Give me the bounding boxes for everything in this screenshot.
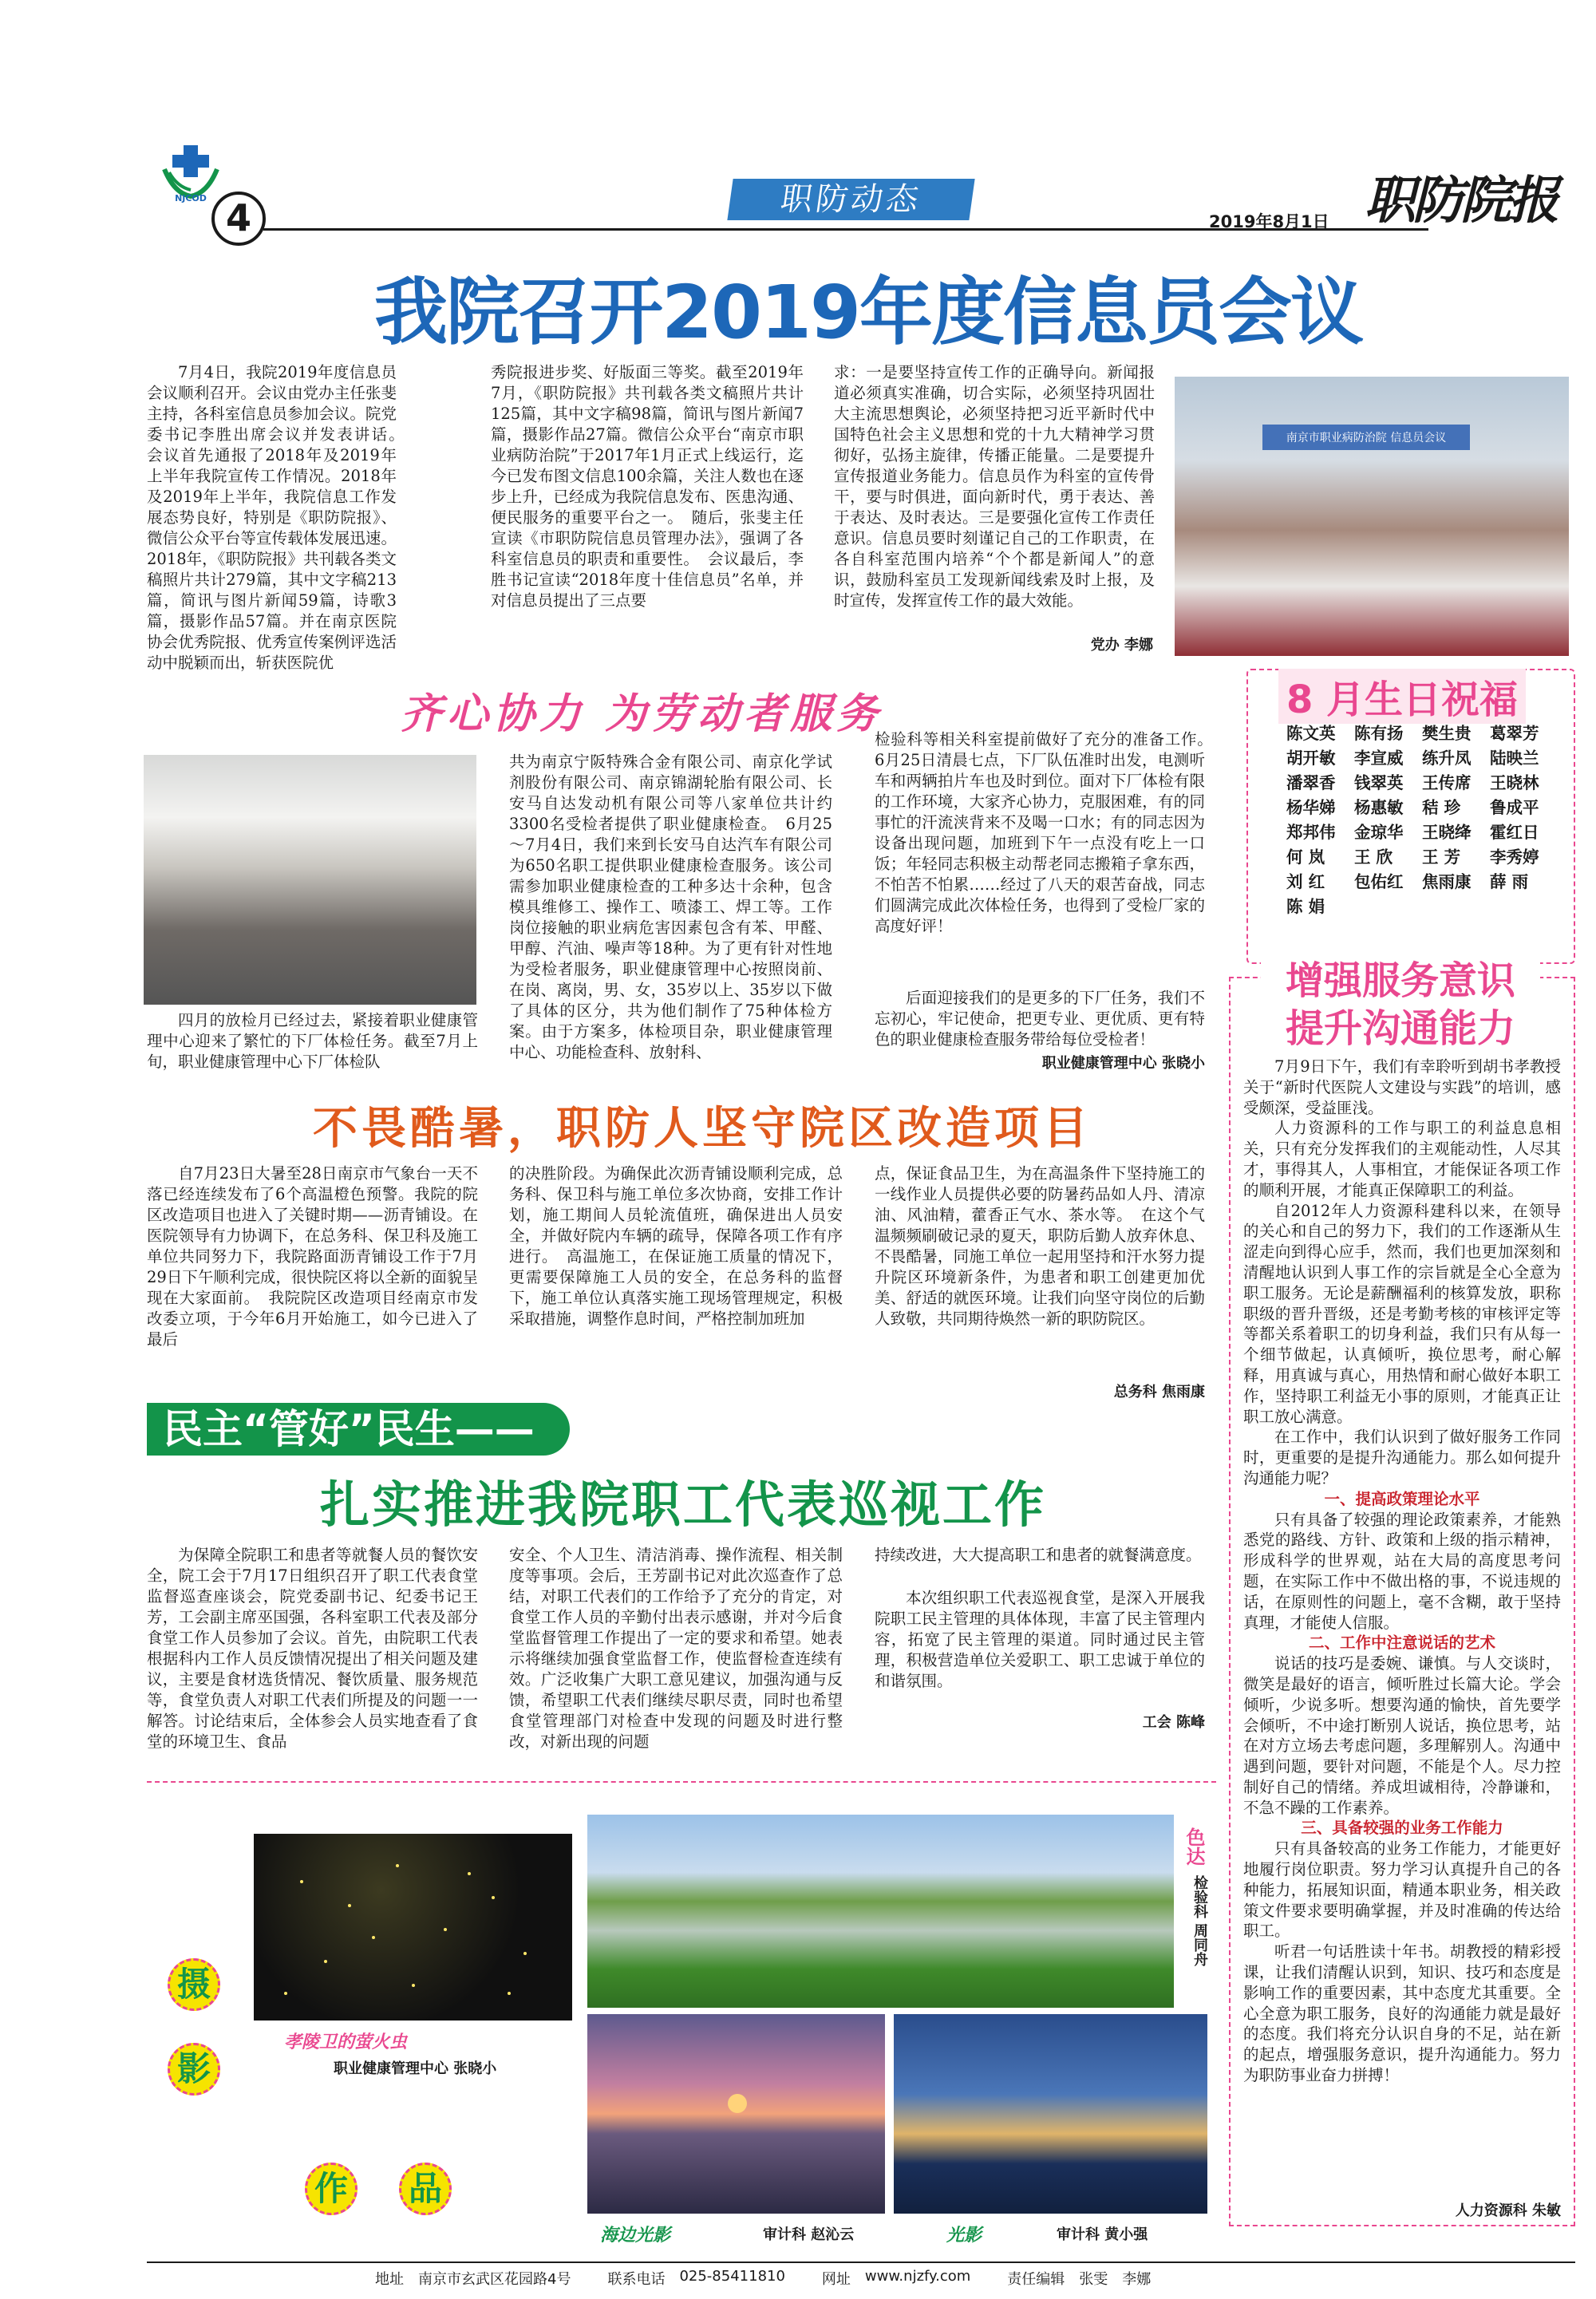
article3-title: 不畏酷暑，职防人坚守院区改造项目 bbox=[313, 1102, 1092, 1155]
birthday-name: 焦雨康 bbox=[1422, 872, 1472, 891]
footer-phone-label: 联系电话 bbox=[607, 2271, 666, 2288]
article5-p6: 说话的技巧是委婉、谦慎。与人交谈时，微笑是最好的语言，倾听胜过长篇大论。学会倾听，少说多听。想要沟通的愉快，首先要学会倾听，不中途打断别人说话，换位思考，站在对方立场去考虑问题，多理解别人。沟通中遇到问题，要针对问题，不能是个人。尽力控制好自己的情绪。养成坦诚相待，冷静谦和，不急不躁的工作素养。 bbox=[1243, 1654, 1561, 1817]
birthday-name: 胡开敏 bbox=[1286, 749, 1336, 768]
article2-col3b: 后面迎接我们的是更多的下厂任务，我们不忘初心，牢记使命，把更专业、更优质、更有特色的职业健康检查服务带给每位受检者！ bbox=[875, 989, 1205, 1049]
article5-p4: 在工作中，我们认识到了做好服务工作同时，更重要的是提升沟通能力。那么如何提升沟通能力呢？ bbox=[1243, 1428, 1561, 1487]
sea-author: 审计科 赵沁云 bbox=[763, 2226, 855, 2243]
footer-phone: 025-85411810 bbox=[679, 2268, 785, 2285]
article5-title-2: 提升沟通能力 bbox=[1285, 1006, 1515, 1051]
sea-caption: 海边光影 bbox=[600, 2225, 671, 2246]
birthday-name: 包佑红 bbox=[1354, 872, 1404, 891]
birthday-name: 潘翠香 bbox=[1286, 773, 1336, 792]
footer-address: 南京市玄武区花园路4号 bbox=[418, 2271, 571, 2288]
birthday-name: 刘 红 bbox=[1286, 872, 1325, 891]
article5-h3: 三、具备较强的业务工作能力 bbox=[1301, 1819, 1503, 1838]
grassland-title: 色达 bbox=[1183, 1827, 1206, 1866]
birthday-name: 陈文英 bbox=[1286, 724, 1336, 743]
photo-side-char-1: 摄 bbox=[168, 1958, 220, 2011]
firefly-dots bbox=[254, 1834, 572, 2021]
grassland-photo bbox=[587, 1815, 1174, 2008]
article4-byline: 工会 陈峰 bbox=[1142, 1714, 1205, 1731]
footer-editor-label: 责任编辑 bbox=[1007, 2271, 1065, 2288]
pagoda-photo bbox=[894, 2014, 1207, 2214]
footer bbox=[375, 2268, 1572, 2289]
article1-col3: 求：一是要坚持宣传工作的正确导向。新闻报道必须真实准确，切合实际，必须坚持巩固壮大主流思想舆论，必须坚持把习近平新时代中国特色社会主义思想和党的十九大精神学习贯彻好，弘扬主旋律，传播正能量。二是要提升宣传报道业务能力。信息员作为科室的宣传骨干，要与时俱进，面向新时代，勇于表达、善于表达、及时表达。三是要强化宣传工作责任意识。信息员要时刻谨记自己的工作职责，在各自科室范围内培养“个个都是新闻人”的意识，鼓励科室员工发现新闻线索及时上报，及时宣传，发挥宣传工作的最大效能。 bbox=[834, 363, 1155, 610]
birthday-name: 葛翠芳 bbox=[1490, 724, 1539, 743]
birthday-name: 樊生贵 bbox=[1422, 724, 1472, 743]
photo-banner-text: 南京市职业病防治院 信息员会议 bbox=[1262, 425, 1470, 450]
birthday-name: 陈有扬 bbox=[1354, 724, 1404, 743]
article4-col1: 为保障全院职工和患者等就餐人员的餐饮安全，院工会于7月17日组织召开了职工代表食堂监督巡查座谈会，院党委副书记、纪委书记王芳，工会副主席巫国强，各科室职工代表及部分食堂工作人员参加了会议。首先，由院职工代表根据科内工作人员反馈情况提出了相关问题及建议，主要是食材选货情况、餐饮质量、服务规范等，食堂负责人对职工代表们所提及的问题一一解答。讨论结束后，全体参会人员实地查看了食堂的环境卫生、食品 bbox=[147, 1546, 478, 1751]
birthday-name: 郑邦伟 bbox=[1286, 823, 1336, 842]
article2-col2: 共为南京宁阪特殊合金有限公司、南京化学试剂股份有限公司、南京锦湖轮胎有限公司、长安马自达发动机有限公司等八家单位共计约3300名受检者提供了职业健康检查。 6月25～7月4日，我们来到长安马自达汽车有限公司为650名职工提供职业健康检查服务。该公司需参加职业健康检查的工种多达十余种，包含模具维修工、操作工、喷漆工、焊工等。工作岗位接触的职业病危害因素包含有苯、甲醛、甲醇、汽油、噪声等18种。为了更有针对性地为受检者服务，职业健康管理中心按照岗前、在岗、离岗，男、女，35岁以上、35岁以下做了具体的区分，共为他们制作了75种体检方案。由于方案多，体检项目杂，职业健康管理中心、功能检查科、放射科、 bbox=[509, 753, 832, 1061]
article2-title: 齐心协力 为劳动者服务 bbox=[401, 689, 883, 738]
article3-col2: 的决胜阶段。为确保此次沥青铺设顺利完成，总务科、保卫科与施工单位多次协商，安排工作计划，施工期间人员轮流值班，确保进出人员安全，并做好院内车辆的疏导，保障各项工作有序进行。 高温施工，在保证施工质量的情况下，更需要保障施工人员的安全，在总务科的监督下，施工单位认真落实施工现场管理规定，积极采取措施，调整作息时间，严格控制加班加 bbox=[509, 1164, 843, 1328]
article4-col2: 安全、个人卫生、清洁消毒、操作流程、相关制度等事项。会后，王芳副书记对此次巡查作了总结，对职工代表们的工作给予了充分的肯定，对食堂工作人员的辛勤付出表示感谢，并对今后食堂监督管理工作提出了一定的要求和希望。她表示将继续加强食堂监督工作，使监督检查连续有效。广泛收集广大职工意见建议，加强沟通与反馈，希望职工代表们继续尽职尽责，同时也希望食堂管理部门对检查中发现的问题及时进行整改，对新出现的问题 bbox=[509, 1546, 843, 1751]
meeting-photo bbox=[1175, 377, 1569, 656]
article4-title: 扎实推进我院职工代表巡视工作 bbox=[319, 1475, 1046, 1534]
birthday-name: 王 欣 bbox=[1354, 847, 1393, 867]
footer-editors: 张雯 李娜 bbox=[1079, 2271, 1152, 2288]
checkup-photo bbox=[144, 755, 476, 1005]
birthday-name: 金琼华 bbox=[1354, 823, 1404, 842]
article1-col2: 秀院报进步奖、好版面三等奖。截至2019年7月，《职防院报》共刊载各类文稿照片共计125篇，其中文字稿98篇，简讯与图片新闻7篇，摄影作品27篇。微信公众平台“南京市职业病防治院”于2017年1月正式上线运行，迄今已发布图文信息100余篇，关注人数也在逐步上升，已经成为我院信息发布、医患沟通、便民服务的重要平台之一。 随后，张斐主任宣读《市职防院信息员管理办法》，强调了各科室信息员的职责和重要性。 会议最后，李胜书记宣读“2018年度十佳信息员”名单，并对信息员提出了三点要 bbox=[491, 363, 804, 610]
sun bbox=[728, 2094, 747, 2113]
birthday-title: 8 月生日祝福 bbox=[1278, 669, 1526, 724]
article1-byline: 党办 李娜 bbox=[1090, 637, 1153, 654]
birthday-name: 李宣威 bbox=[1354, 749, 1404, 768]
photo-side-char-4: 品 bbox=[399, 2163, 452, 2215]
hospital-logo bbox=[158, 145, 223, 203]
birthday-name: 陈 娟 bbox=[1286, 897, 1325, 916]
paper-name: 职防院报 bbox=[1365, 171, 1556, 231]
birthday-name: 王 芳 bbox=[1422, 847, 1461, 867]
footer-address-label: 地址 bbox=[375, 2271, 404, 2288]
footer-web-label: 网址 bbox=[821, 2271, 851, 2288]
birthday-name: 秸 珍 bbox=[1422, 798, 1461, 817]
article1-col1: 7月4日，我院2019年度信息员会议顺利召开。会议由党办主任张斐主持，各科室信息员参加会议。院党委书记李胜出席会议并发表讲话。 会议首先通报了2018年及2019年上半年我院宣传工作情况。2018年及2019年上半年，我院信息工作发展态势良好，特别是《职防院报》、微信公众平台等宣传载体发展迅速。2018年，《职防院报》共刊载各类文稿照片共计279篇，其中文字稿213篇，简讯与图片新闻59篇，诗歌3篇，摄影作品57篇。并在南京医院协会优秀院报、优秀宣传案例评选活动中脱颖而出，斩获医院优 bbox=[147, 363, 413, 672]
birthday-name: 杨惠敏 bbox=[1354, 798, 1404, 817]
section-tag: 职防动态 bbox=[727, 179, 974, 220]
sea-photo bbox=[587, 2014, 885, 2214]
birthday-name: 王晓林 bbox=[1490, 773, 1539, 792]
article4-col3b: 本次组织职工代表巡视食堂，是深入开展我院职工民主管理的具体体现，丰富了民主管理内容，拓宽了民主管理的渠道。同时通过民主管理，积极营造单位关爱职工、职工忠诚于单位的和谐氛围。 bbox=[875, 1589, 1205, 1690]
birthday-name: 霍红日 bbox=[1490, 823, 1539, 842]
birthday-name: 练升凤 bbox=[1422, 749, 1472, 768]
article5-p8: 听君一句话胜读十年书。胡教授的精彩授课，让我们清醒认识到，知识、技巧和态度是影响工作的重要因素，其中态度尤其重要。全心全意为职工服务，良好的沟通能力就是最好的态度。我们将充分认识自身的不足，站在新的起点，增强服务意识，提升沟通能力。努力为职防事业奋力拼搏！ bbox=[1243, 1942, 1561, 2085]
birthday-name: 薛 雨 bbox=[1490, 872, 1529, 891]
birthday-names bbox=[1286, 721, 1558, 919]
logo-text: NJCOD bbox=[175, 193, 207, 203]
article5-h1: 一、提高政策理论水平 bbox=[1324, 1489, 1480, 1508]
firefly-photo bbox=[254, 1834, 572, 2021]
article5-p5: 只有具备了较强的理论政策素养，才能熟悉党的路线、方针、政策和上级的指示精神，形成科学的世界观，站在大局的高度思考问题，在实际工作中不做出格的事，不说违规的话，在原则性的问题上，毫不含糊，敢于坚持真理，才能使人信服。 bbox=[1243, 1510, 1561, 1632]
article3-byline: 总务科 焦雨康 bbox=[1113, 1384, 1205, 1400]
article5-p2: 人力资源科的工作与职工的利益息息相关，只有充分发挥我们的主观能动性，人尽其才，事得其人，人事相宜，才能保证各项工作的顺利开展，才能真正保障职工的利益。 bbox=[1243, 1119, 1561, 1199]
article3-col1: 自7月23日大暑至28日南京市气象台一天不落已经连续发布了6个高温橙色预警。我院的院区改造项目也进入了关键时期——沥青铺设。在医院领导有力协调下，在总务科、保卫科及施工单位共同努力下，我院路面沥青铺设工作于7月29日下午顺利完成，很快院区将以全新的面貌呈现在大家面前。 我院院区改造项目经南京市发改委立项，于今年6月开始施工，如今已进入了最后 bbox=[147, 1164, 478, 1349]
article5-p7: 只有具备较高的业务工作能力，才能更好地履行岗位职责。努力学习认真提升自己的各种能力，拓展知识面，精通本职业务，相关政策文件要求要明确掌握，并及时准确的传达给职工。 bbox=[1243, 1839, 1561, 1941]
birthday-name: 杨华娣 bbox=[1286, 798, 1336, 817]
article2-col1: 四月的放检月已经过去，紧接着职业健康管理中心迎来了繁忙的下厂体检任务。截至7月上旬，职业健康管理中心下厂体检队 bbox=[147, 1011, 478, 1071]
pagoda-caption: 光影 bbox=[946, 2225, 982, 2246]
article3-col3: 点，保证食品卫生，为在高温条件下坚持施工的一线作业人员提供必要的防暑药品如人丹、清凉油、风油精，藿香正气水、茶水等。 在这个气温频频刷破记录的夏天，职防后勤人放弃休息、不畏酷暑，同施工单位一起用坚持和汗水努力提升院区环境新条件，为患者和职工创建更加优美、舒适的就医环境。让我们向坚守岗位的后勤人致敬，共同期待焕然一新的职防院区。 bbox=[875, 1164, 1205, 1328]
firefly-caption: 孝陵卫的萤火虫 bbox=[284, 2032, 408, 2052]
article2-byline: 职业健康管理中心 张晓小 bbox=[1041, 1055, 1205, 1072]
issue-date: 2019年8月1日 bbox=[1209, 212, 1329, 231]
article5-p3: 自2012年人力资源科建科以来，在领导的关心和自己的努力下，我们的工作逐渐从生涩走向到得心应手，然而，我们也更加深刻和清醒地认识到人事工作的宗旨就是全心全意为职工服务。无论是薪酬福利的核算发放，职称职级的晋升晋级，还是考勤考核的审核评定等等都关系着职工的切身利益，我们只有从每一个细节做起，认真倾听，换位思考，耐心解释，用真诚与真心，用热情和耐心做好本职工作，坚持职工利益无小事的原则，才能真正让职工放心满意。 bbox=[1243, 1201, 1561, 1426]
article5-body bbox=[1243, 1057, 1561, 2206]
photo-side-char-3: 作 bbox=[305, 2163, 358, 2215]
article1-title: 我院召开2019年度信息员会议 bbox=[373, 270, 1363, 355]
article2-col3a: 检验科等相关科室提前做好了充分的准备工作。 6月25日清晨七点，下厂队伍准时出发，电测听车和两辆拍片车也及时到位。面对下厂体检有限的工作环境，大家齐心协力，克服困难，有的同事忙的汗流浃背来不及喝一口水；有的同志因为设备出现问题，加班到下午一点没有吃上一口饭；年轻同志积极主动帮老同志搬箱子拿东西，不怕苦不怕累……经过了八天的艰苦奋战，同志们圆满完成此次体检任务，也得到了受检厂家的高度好评！ bbox=[875, 730, 1221, 935]
footer-rule bbox=[147, 2261, 1575, 2263]
footer-web[interactable]: www.njzfy.com bbox=[864, 2268, 971, 2285]
article5-p1: 7月9日下午，我们有幸聆听到胡书孝教授关于“新时代医院人文建设与实践”的培训，感受颇深，受益匪浅。 bbox=[1243, 1057, 1561, 1117]
firefly-author: 职业健康管理中心 张晓小 bbox=[334, 2060, 497, 2077]
article5-byline: 人力资源科 朱敏 bbox=[1455, 2202, 1561, 2219]
grassland-author: 检验科 周同舟 bbox=[1191, 1875, 1208, 1967]
birthday-box bbox=[1246, 669, 1575, 964]
article4-col3a: 持续改进，大大提高职工和患者的就餐满意度。 bbox=[875, 1546, 1202, 1564]
page-number: 4 bbox=[211, 192, 266, 246]
masthead bbox=[0, 0, 1596, 239]
birthday-name: 陆映兰 bbox=[1490, 749, 1539, 768]
birthday-name: 李秀婷 bbox=[1490, 847, 1539, 867]
birthday-name: 何 岚 bbox=[1286, 847, 1325, 867]
article5-h2: 二、工作中注意说话的艺术 bbox=[1308, 1633, 1495, 1653]
pagoda-author: 审计科 黄小强 bbox=[1057, 2226, 1148, 2243]
birthday-name: 王晓绛 bbox=[1422, 823, 1472, 842]
article4-banner: 民主“管好”民生—— bbox=[147, 1403, 570, 1456]
birthday-name: 钱翠英 bbox=[1354, 773, 1404, 792]
birthday-name: 鲁成平 bbox=[1490, 798, 1539, 817]
photo-side-char-2: 影 bbox=[168, 2043, 220, 2096]
birthday-name: 王传席 bbox=[1422, 773, 1472, 792]
article5-title-1: 增强服务意识 bbox=[1261, 950, 1540, 1005]
